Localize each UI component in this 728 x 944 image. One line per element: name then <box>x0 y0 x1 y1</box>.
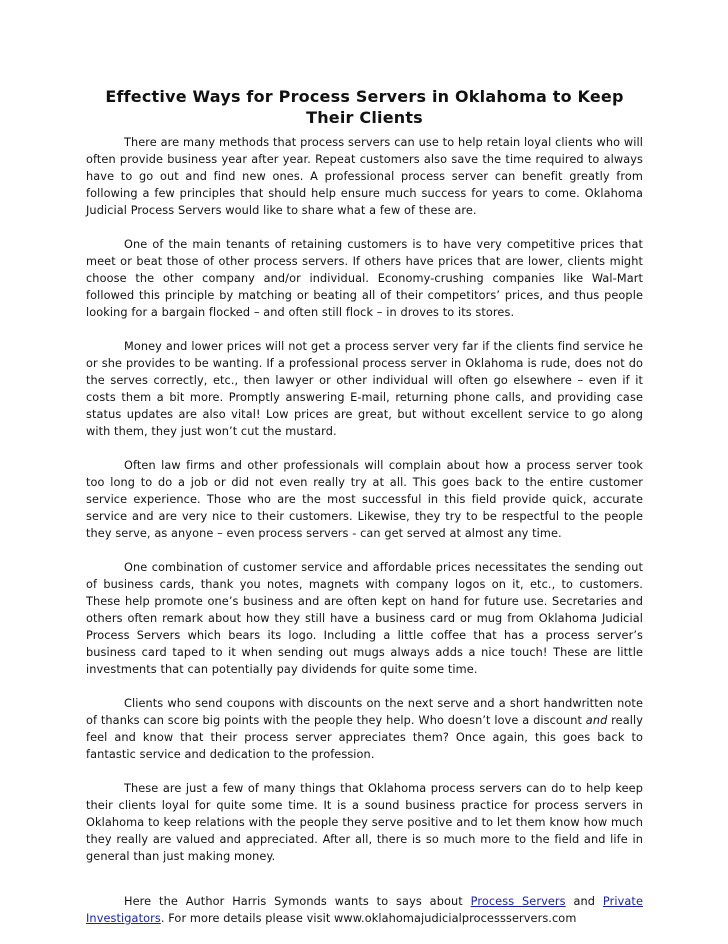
paragraph-6-text-b: really feel and know that their process server appreciates them? Once again, this goes back to fantastic service and dedication to the profession. <box>86 714 643 761</box>
author-footer <box>86 893 643 927</box>
process-servers-link[interactable]: Process Servers <box>470 895 566 908</box>
document-page <box>86 86 643 944</box>
footer-lead: Here the Author Harris Symonds wants to says about <box>124 895 471 908</box>
paragraph-1: There are many methods that process servers can use to help retain loyal clients who will often provide business year after year. Repeat customers also save the time required to always have to go out and find new ones. A professional process server can benefit greatly from following a few principles that should help ensure much success for years to come. Oklahoma Judicial Process Servers would like to share what a few of these are. <box>86 136 643 217</box>
paragraph-4: Often law firms and other professionals will complain about how a process server took too long to do a job or did not even really try at all. This goes back to the entire customer service experience. Those who are the most successful in this field provide quick, accurate service and are very nice to their customers. Likewise, they try to be respectful to the people they serve, as anyone – even process servers - can get served at almost any time. <box>86 459 643 540</box>
private-investigators-link[interactable]: Private Investigators <box>86 895 643 925</box>
paragraph-6 <box>86 695 643 763</box>
paragraph-7: These are just a few of many things that Oklahoma process servers can do to help keep their clients loyal for quite some time. It is a sound business practice for process servers in Oklahoma to keep relations with the people they serve positive and to let them know how much they really are valued and appreciated. After all, there is so much more to the field and life in general than just making money. <box>86 782 643 863</box>
document-title: Effective Ways for Process Servers in Oklahoma to Keep Their Clients <box>105 87 624 127</box>
paragraph-3: Money and lower prices will not get a process server very far if the clients find service he or she provides to be wanting. If a professional process server in Oklahoma is rude, does not do the serves correctly, etc., then lawyer or other individual will often go elsewhere – even if it costs them a bit more. Promptly answering E-mail, returning phone calls, and providing case status updates are also vital! Low prices are great, but without excellent service to go along with them, they just won’t cut the mustard. <box>86 340 643 438</box>
paragraph-6-text-a: Clients who send coupons with discounts on the next serve and a short handwritten note of thanks can score big points with the people they help. Who doesn’t love a discount <box>86 697 643 727</box>
footer-tail: . For more details please visit www.oklahomajudicialprocessservers.com <box>160 912 577 925</box>
paragraph-2: One of the main tenants of retaining customers is to have very competitive prices that meet or beat those of other process servers. If others have prices that are lower, clients might choose the other company and/or individual. Economy-crushing companies like Wal-Mart followed this principle by matching or beating all of their competitors’ prices, and thus people looking for a bargain flocked – and often still flock – in droves to its stores. <box>86 238 643 319</box>
footer-mid: and <box>565 895 603 908</box>
paragraph-5: One combination of customer service and affordable prices necessitates the sending out of business cards, thank you notes, magnets with company logos on it, etc., to customers. These help promote one’s business and are often kept on hand for future use. Secretaries and others often remark about how they still have a business card or mug from Oklahoma Judicial Process Servers which bears its logo. Including a little coffee that has a process server’s business card taped to it when sending out mugs always adds a nice touch! These are little investments that can potentially pay dividends for quite some time. <box>86 561 643 676</box>
paragraph-6-emphasis: and <box>585 714 608 727</box>
